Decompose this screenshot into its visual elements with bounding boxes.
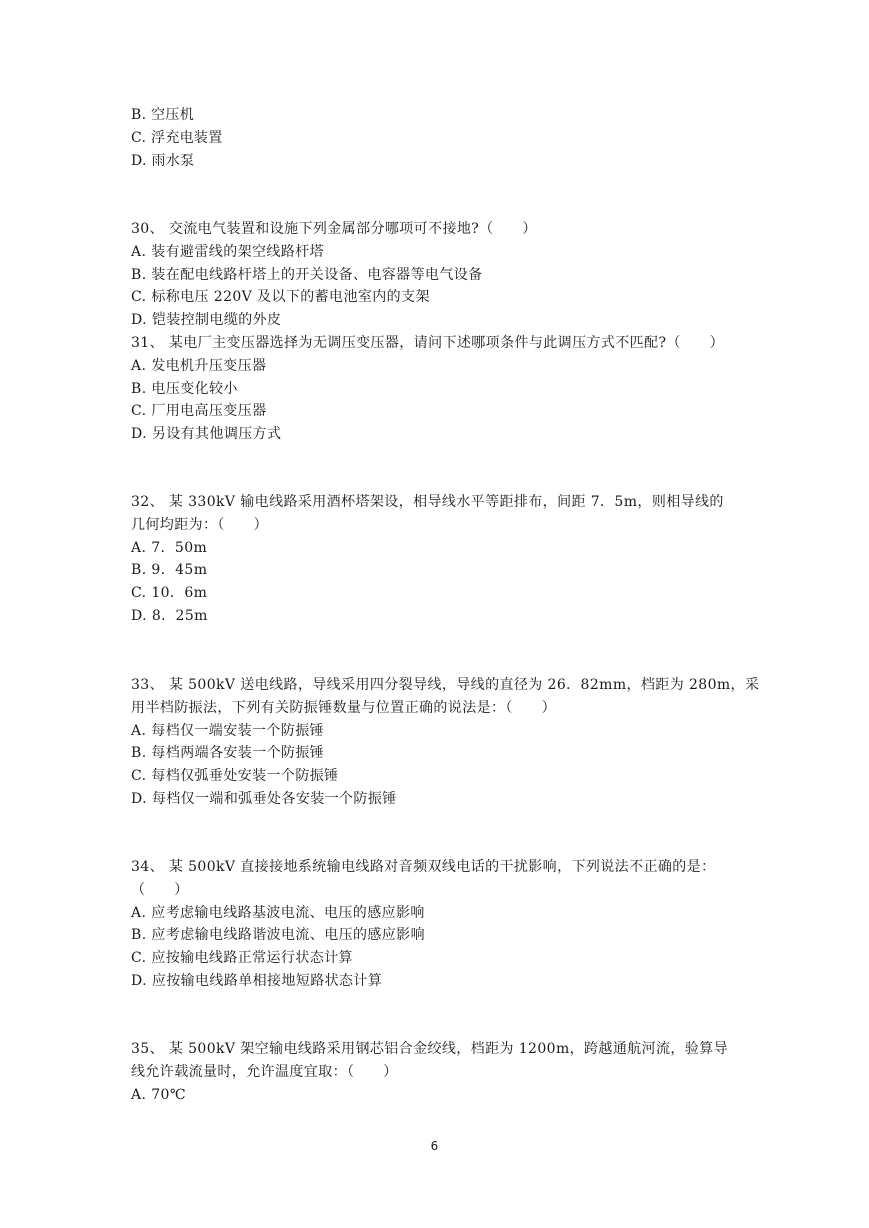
option-a: A. 每档仅一端安装一个防振锤 — [131, 722, 325, 739]
question-32-text: 32、 某 330kV 输电线路采用酒杯塔架设，相导线水平等距排布，间距 7．5m，则相导线的 — [131, 494, 724, 510]
option-c: C. 厂用电高压变压器 — [131, 403, 267, 420]
option-d: D. 铠装控制电缆的外皮 — [131, 312, 282, 329]
question-33-text-cont: 用半档防振法，下列有关防振锤数量与位置正确的说法是：（ ） — [131, 699, 556, 716]
page-number: 6 — [430, 1139, 439, 1153]
question-35-text-cont: 线允许载流量时，允许温度宜取：（ ） — [131, 1063, 398, 1080]
option-c: C. 浮充电装置 — [131, 129, 223, 146]
option-b: B. 每档两端各安装一个防振锤 — [131, 745, 325, 762]
question-35-text: 35、 某 500kV 架空输电线路采用钢芯铝合金绞线，档距为 1200m，跨越通航河流，验算导 — [131, 1041, 729, 1057]
question-34-text: 34、 某 500kV 直接接地系统输电线路对音频双线电话的干扰影响，下列说法不正确的是： — [131, 859, 716, 875]
option-b: B. 装在配电线路杆塔上的开关设备、电容器等电气设备 — [131, 266, 483, 283]
option-d: D. 雨水泵 — [131, 152, 195, 169]
question-30-31 — [131, 218, 741, 446]
question-34-text-cont: （ ） — [131, 881, 189, 898]
option-a: A. 70℃ — [131, 1086, 186, 1103]
option-a: A. 应考虑输电线路基波电流、电压的感应影响 — [131, 904, 425, 921]
option-b: B. 空压机 — [131, 107, 194, 123]
option-c: C. 每档仅弧垂处安装一个防振锤 — [131, 768, 339, 785]
option-d: D. 另设有其他调压方式 — [131, 426, 282, 443]
option-c: C. 应按输电线路正常运行状态计算 — [131, 950, 353, 967]
option-c: C. 标称电压 220V 及以下的蓄电池室内的支架 — [131, 289, 430, 306]
option-d: D. 每档仅一端和弧垂处各安装一个防振锤 — [131, 790, 397, 807]
question-29-options — [131, 104, 741, 172]
option-a: A. 装有避雷线的架空线路杆塔 — [131, 243, 325, 260]
option-d: D. 8．25m — [131, 607, 208, 624]
option-b: B. 9．45m — [131, 562, 208, 579]
question-32-text-cont: 几何均距为：（ ） — [131, 516, 268, 533]
question-30-text: 30、 交流电气装置和设施下列金属部分哪项可不接地?（ ） — [131, 221, 537, 237]
option-b: B. 电压变化较小 — [131, 380, 238, 397]
question-34 — [131, 856, 741, 993]
question-31-text: 31、 某电厂主变压器选择为无调压变压器，请问下述哪项条件与此调压方式不匹配?（ ） — [131, 334, 724, 351]
question-33-text: 33、 某 500kV 送电线路，导线采用四分裂导线，导线的直径为 26．82mm，档距为 280m，采 — [131, 677, 760, 693]
option-c: C. 10．6m — [131, 585, 208, 602]
option-b: B. 应考虑输电线路谐波电流、电压的感应影响 — [131, 927, 425, 944]
question-35 — [131, 1038, 741, 1106]
option-d: D. 应按输电线路单相接地短路状态计算 — [131, 972, 383, 989]
option-a: A. 发电机升压变压器 — [131, 357, 267, 374]
question-33 — [131, 674, 760, 811]
question-32 — [131, 491, 741, 628]
option-a: A. 7．50m — [131, 539, 208, 556]
